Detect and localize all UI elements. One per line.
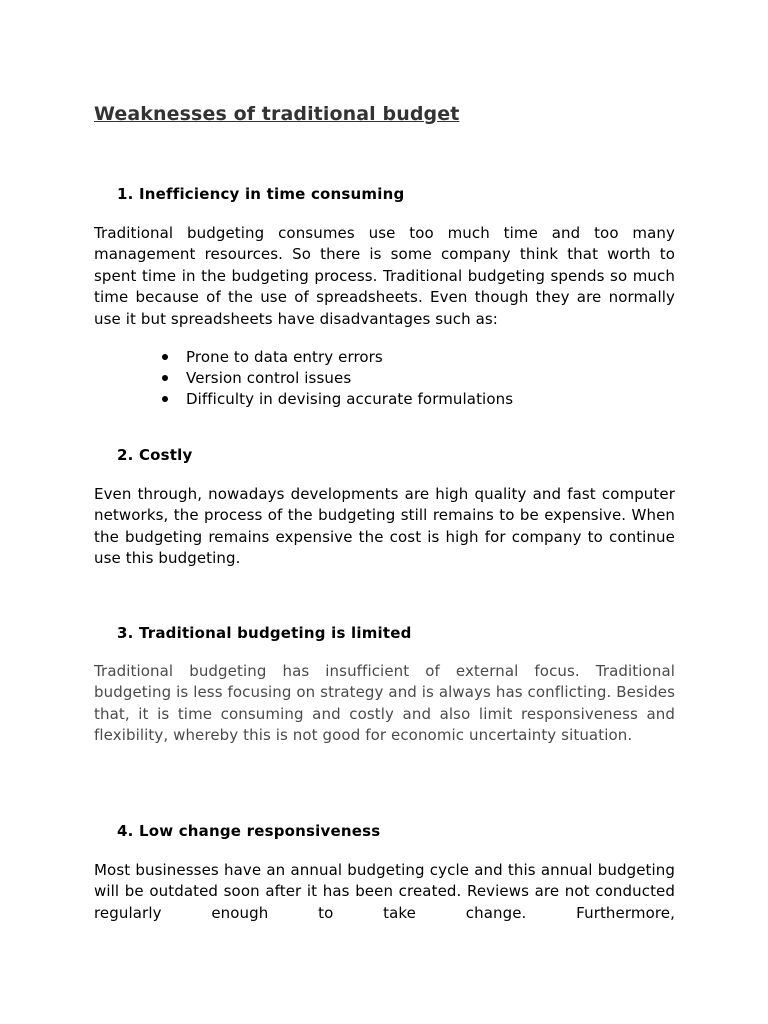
section-1-heading: 1. Inefficiency in time consuming xyxy=(117,185,405,203)
list-item xyxy=(162,368,513,389)
section-3-heading: 3. Traditional budgeting is limited xyxy=(117,624,412,642)
list-item-text: Difficulty in devising accurate formulations xyxy=(186,390,514,408)
section-1-paragraph: Traditional budgeting consumes use too much time and too many management resources. So there is some company think that worth to spent time in the budgeting process. Traditional budgeting spends so much time because of the use of spreadsheets. Even though they are normally use it but spreadsheets have disadvantages such as: xyxy=(94,224,675,328)
list-item xyxy=(162,389,513,410)
bullet-icon xyxy=(162,375,168,381)
list-item xyxy=(162,347,513,368)
section-3-paragraph: Traditional budgeting has insufficient of external focus. Traditional budgeting is less focusing on strategy and is always has conflicting. Besides that, it is time consuming and costly and also limit responsiveness and flexibility, whereby this is not good for economic uncertainty situation. xyxy=(94,662,675,745)
list-item-text: Version control issues xyxy=(186,369,352,387)
bullet-icon xyxy=(162,396,168,402)
section-2-paragraph: Even through, nowadays developments are high quality and fast computer networks, the process of the budgeting still remains to be expensive. When the budgeting remains expensive the cost is high for company to continue use this budgeting. xyxy=(94,485,675,568)
bullet-icon xyxy=(162,354,168,360)
section-4-heading: 4. Low change responsiveness xyxy=(117,822,381,840)
section-4-paragraph: Most businesses have an annual budgeting cycle and this annual budgeting will be outdated soon after it has been created. Reviews are not conducted regularly enough to take change. Furthermore, xyxy=(94,861,675,922)
document-title: Weaknesses of traditional budget xyxy=(94,103,460,125)
spreadsheet-disadvantages-list xyxy=(162,347,513,410)
list-item-text: Prone to data entry errors xyxy=(186,348,383,366)
section-2-heading: 2. Costly xyxy=(117,446,193,464)
